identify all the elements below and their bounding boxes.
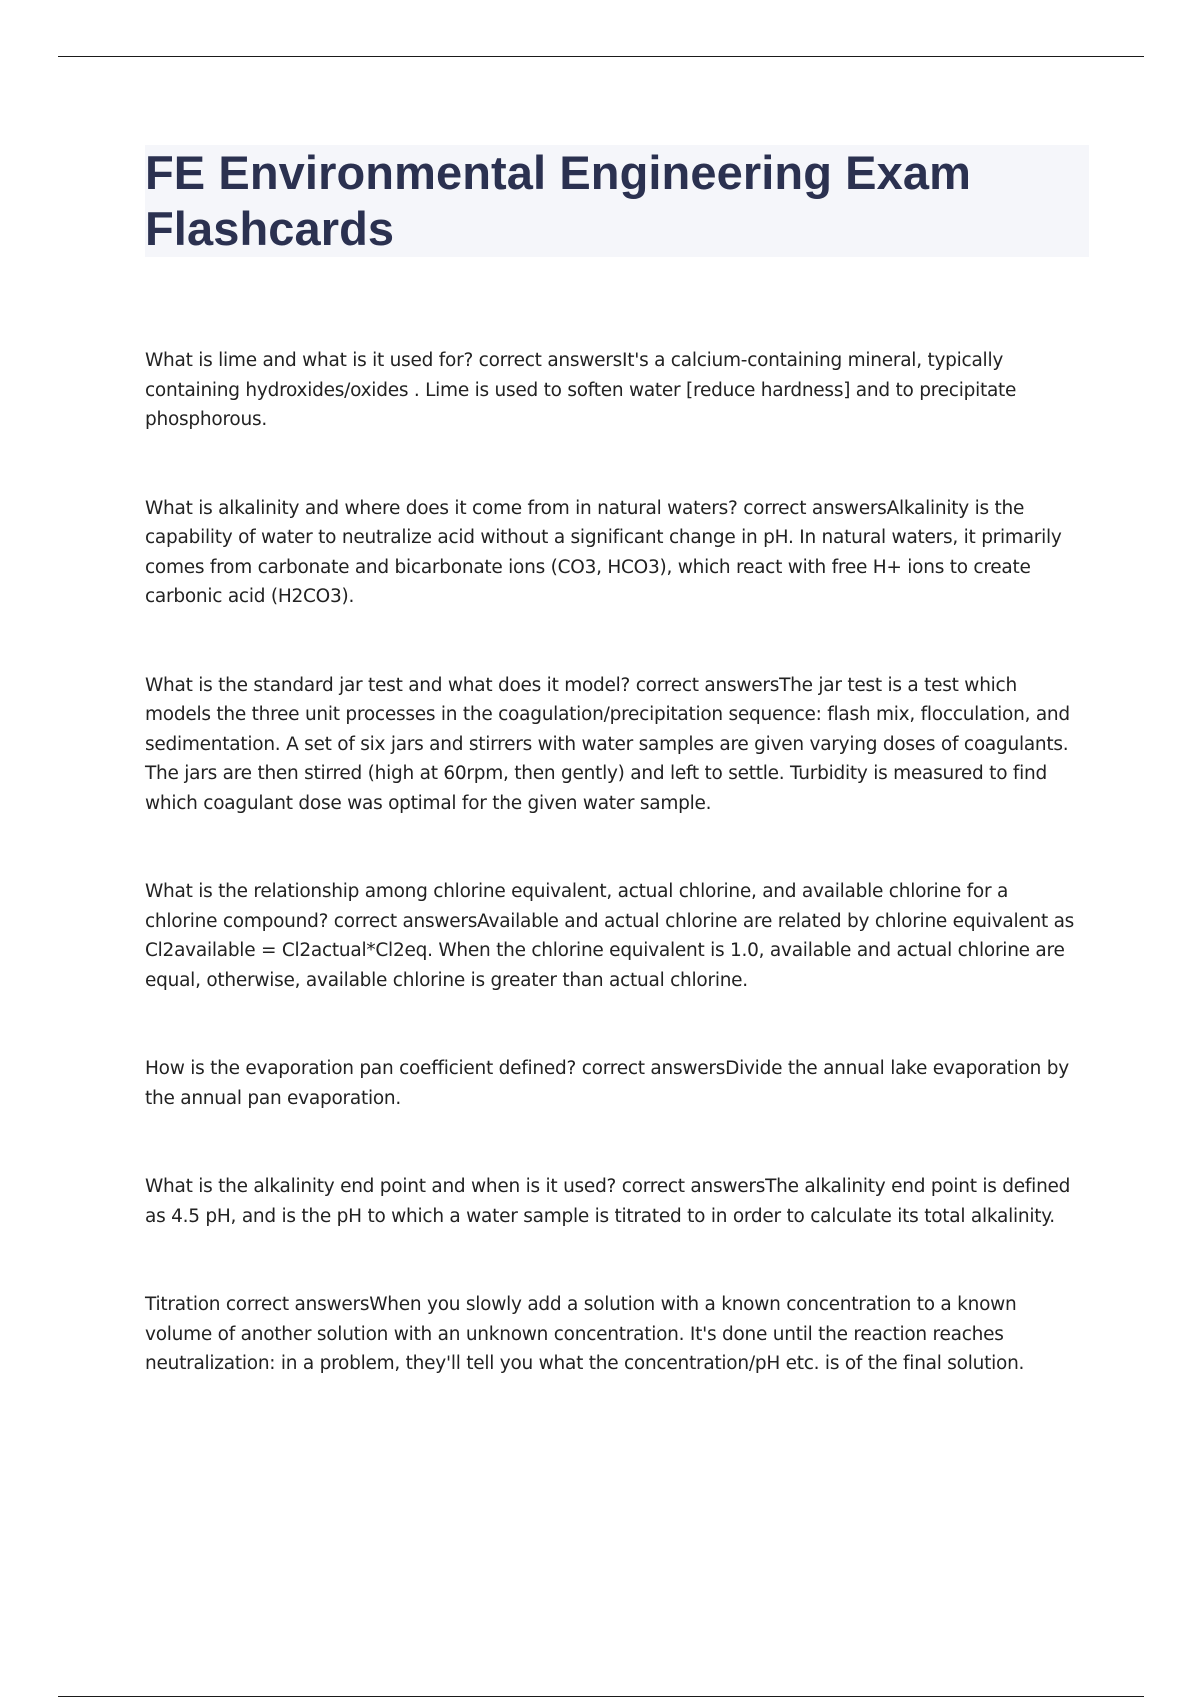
flashcard-text: Titration correct answersWhen you slowly add a solution with a known concentration to a known volume of another solution with an unknown concentration. It's done until the reaction reaches neutralization: in a problem, they'll tell you what the concentration/pH etc. is of the final solution. xyxy=(145,1294,1025,1374)
flashcard-text: What is the relationship among chlorine equivalent, actual chlorine, and available chlorine for a chlorine compound? correct answersAvailable and actual chlorine are related by chlorine equivalent as Cl2available = Cl2actual*Cl2eq. When the chlorine equivalent is 1.0, available and actual chlorine are equal, otherwise, available chlorine is greater than actual chlorine. xyxy=(145,881,1075,991)
flashcard-list xyxy=(145,346,1085,1438)
page-title: FE Environmental Engineering Exam Flashcards xyxy=(145,146,971,255)
flashcard xyxy=(145,671,1085,819)
flashcard-text: How is the evaporation pan coefficient defined? correct answersDivide the annual lake evaporation by the annual pan evaporation. xyxy=(145,1058,1069,1109)
flashcard-text: What is the standard jar test and what does it model? correct answersThe jar test is a test which models the three unit processes in the coagulation/precipitation sequence: flash mix, flocculation, and sedimentation. A set of six jars and stirrers with water samples are given varying doses of coagulants. The jars are then stirred (high at 60rpm, then gently) and left to settle. Turbidity is measured to find which coagulant dose was optimal for the given water sample. xyxy=(145,674,1070,814)
flashcard xyxy=(145,1172,1085,1231)
flashcard-text: What is the alkalinity end point and when is it used? correct answersThe alkalinity end point is defined as 4.5 pH, and is the pH to which a water sample is titrated to in order to calculate its total alkalinity. xyxy=(145,1176,1071,1227)
flashcard xyxy=(145,494,1085,612)
title-banner xyxy=(145,145,1089,257)
flashcard xyxy=(145,1290,1085,1379)
flashcard xyxy=(145,1054,1085,1113)
flashcard xyxy=(145,877,1085,995)
flashcard-text: What is alkalinity and where does it come from in natural waters? correct answersAlkalinity is the capability of water to neutralize acid without a significant change in pH. In natural waters, it primarily comes from carbonate and bicarbonate ions (CO3, HCO3), which react with free H+ ions to create carbonic acid (H2CO3). xyxy=(145,497,1062,607)
flashcard-text: What is lime and what is it used for? correct answersIt's a calcium-containing mineral, typically containing hydroxides/oxides . Lime is used to soften water [reduce hardness] and to precipitate phosphorous. xyxy=(145,350,1017,430)
flashcard xyxy=(145,346,1085,435)
page-top-rule xyxy=(58,56,1144,57)
page-bottom-rule xyxy=(58,1696,1144,1697)
